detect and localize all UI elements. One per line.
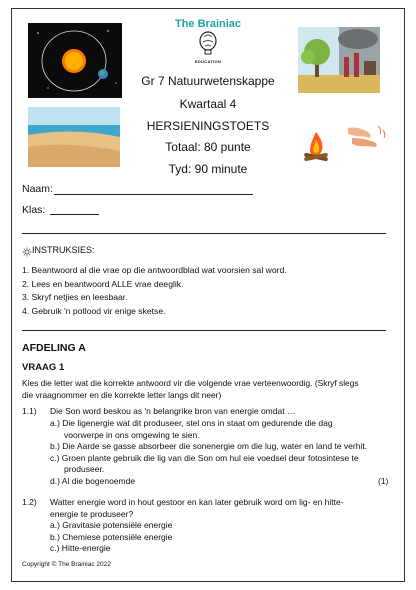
campfire-image [298,128,334,164]
options-list [50,520,395,555]
brand-title: The Brainiac [174,18,242,30]
option-a-cont: voorwerpe in ons omgewing te sien. [64,429,200,440]
option-c: c.) Groen plante gebruik die lig van die Son om hul eie voedsel deur fotosintese te [50,452,359,463]
stem-line: Watter energie word in hout gestoor en kan later gebruik word om lig- en hitte- [50,497,344,507]
option-a: a.) Gravitasie potensiële energie [50,520,173,530]
logo-text: EDUCATION [194,59,222,64]
question-number: 1.1) [22,406,37,416]
name-field[interactable] [54,194,253,195]
beach-image [28,107,120,167]
warming-hands-image [346,122,388,152]
sun-instruction-icon [22,244,32,254]
instruction-item: 4. Gebruik 'n potlood vir enige sketse. [22,305,166,316]
option-c: c.) Hitte-energie [50,543,111,553]
grade-subject: Gr 7 Natuurwetenskappe [141,74,275,88]
class-field[interactable] [50,214,99,215]
instructions-list [22,264,392,318]
question-stem: Die Son word beskou as 'n belangrike bron van energie omdat … [50,406,296,416]
question-number: 1.2) [22,497,37,507]
instruction-item: 3. Skryf netjies en leesbaar. [22,292,128,302]
term: Kwartaal 4 [179,97,237,111]
brain-logo-icon [196,31,220,59]
class-label: Klas: [22,204,46,216]
marks: (1) [378,476,389,486]
time-allowed: Tyd: 90 minute [168,162,248,176]
question-title: VRAAG 1 [22,362,65,373]
option-d: d.) Al die bogenoemde [50,475,136,486]
stem-line: energie te produseer? [50,508,134,519]
intro-line: Kies die letter wat die korrekte antwoord vir die volgende vrae verteenwoordig. (Skryf slegs [22,378,359,388]
option-b: b.) Die Aarde se gasse absorbeer die sonenergie om die lug, water en land te verhit. [50,441,368,451]
intro-line: die vraagnommer en die korrekte letter langs dit neer) [22,390,222,400]
name-label: Naam: [22,183,53,195]
option-a: a.) Die ligenergie wat dit produseer, stel ons in staat om gedurende die dag [50,418,333,428]
option-c-cont: produseer. [64,464,105,474]
options-list [50,418,395,487]
divider [22,233,386,234]
question-intro [22,377,402,401]
solar-system-image [28,23,122,98]
question-stem [50,497,395,520]
copyright: Copyright © The Brainiac 2022 [22,561,111,568]
instruction-item: 1. Beantwoord al die vrae op die antwoordblad wat voorsien sal word. [22,265,287,275]
test-title: HERSIENINGSTOETS [146,119,270,133]
pollution-landscape-image [298,27,380,93]
total-marks: Totaal: 80 punte [165,140,251,154]
instructions-heading: INSTRUKSIES: [32,245,95,255]
section-title: AFDELING A [22,342,86,354]
option-b: b.) Chemiese potensiële energie [50,531,173,542]
instruction-item: 2. Lees en beantwoord ALLE vrae deeglik. [22,278,184,289]
divider [22,330,386,331]
